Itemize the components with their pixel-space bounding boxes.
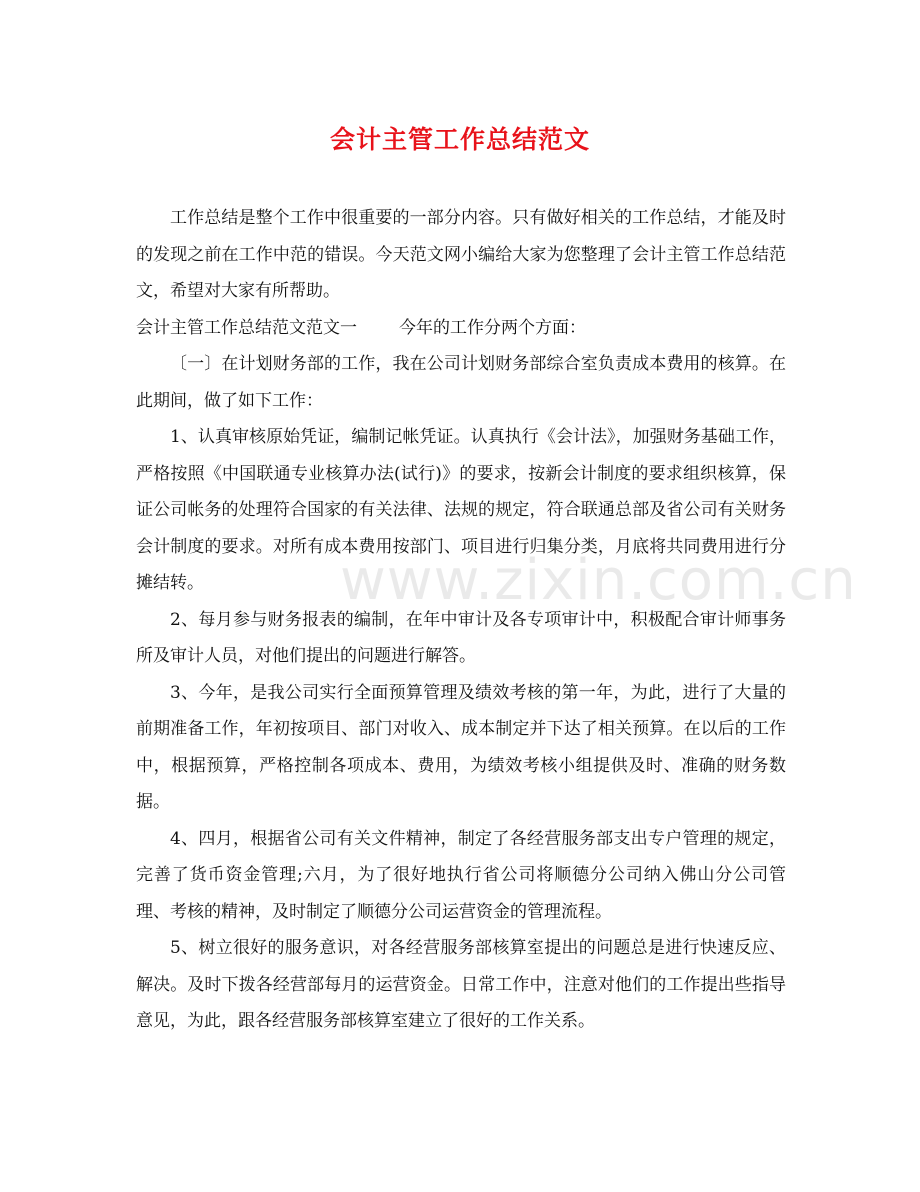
- document-title: 会计主管工作总结范文: [329, 125, 590, 154]
- paragraph-item-5: 5、树立很好的服务意识，对各经营服务部核算室提出的问题总是进行快速反应、解决。及时下拨各经营部每月的运营资金。日常工作中，注意对他们的工作提出些指导意见，为此，跟各经营服务部核算室建立了很好的工作关系。: [136, 938, 786, 1031]
- paragraph-part-one: 〔一〕在计划财务部的工作，我在公司计划财务部综合室负责成本费用的核算。在此期间，做了如下工作：: [136, 354, 786, 411]
- paragraph-item-2: 2、每月参与财务报表的编制，在年中审计及各专项审计中，积极配合审计师事务所及审计人员，对他们提出的问题进行解答。: [136, 609, 786, 666]
- document-body: [136, 200, 786, 1040]
- watermark: www.zixin.com.cn: [340, 548, 857, 613]
- paragraph-item-3: 3、今年，是我公司实行全面预算管理及绩效考核的第一年，为此，进行了大量的前期准备工作，年初按项目、部门对收入、成本制定并下达了相关预算。在以后的工作中，根据预算，严格控制各项成本、费用，为绩效考核小组提供及时、准确的财务数据。: [136, 682, 786, 812]
- section-heading: 会计主管工作总结范文范文一: [136, 317, 357, 338]
- section-lead: 今年的工作分两个方面：: [399, 317, 586, 338]
- intro-paragraph: 工作总结是整个工作中很重要的一部分内容。只有做好相关的工作总结，才能及时的发现之前在工作中范的错误。今天范文网小编给大家为您整理了会计主管工作总结范文，希望对大家有所帮助。: [136, 208, 786, 301]
- paragraph-item-1: 1、认真审核原始凭证，编制记帐凭证。认真执行《会计法》，加强财务基础工作，严格按照《中国联通专业核算办法(试行)》的要求，按新会计制度的要求组织核算，保证公司帐务的处理符合国家的有关法律、法规的规定，符合联通总部及省公司有关财务会计制度的要求。对所有成本费用按部门、项目进行归集分类，月底将共同费用进行分摊结转。: [136, 427, 786, 593]
- paragraph-item-4: 4、四月，根据省公司有关文件精神，制定了各经营服务部支出专户管理的规定，完善了货币资金管理;六月，为了很好地执行省公司将顺德分公司纳入佛山分公司管理、考核的精神，及时制定了顺德分公司运营资金的管理流程。: [136, 828, 786, 922]
- section-heading-line: [136, 310, 786, 347]
